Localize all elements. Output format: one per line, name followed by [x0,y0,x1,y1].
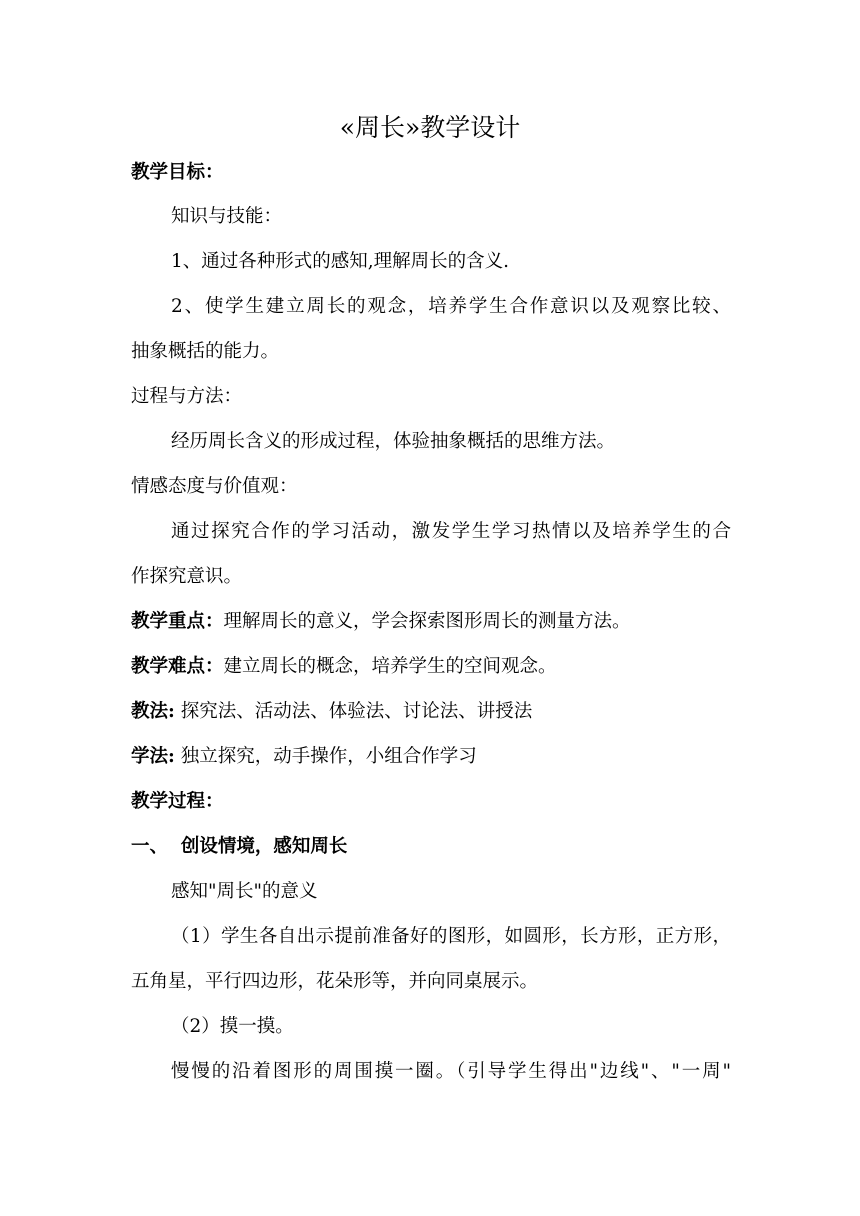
learning-row [131,745,477,769]
key-point-text: 理解周长的意义，学会探索图形周长的测量方法。 [223,611,631,632]
learning-text: 独立探究，动手操作，小组合作学习 [174,746,477,767]
emotion-text-line2: 作探究意识。 [131,566,243,587]
knowledge-heading: 知识与技能： [171,206,283,227]
step-1-line1: （1）学生各自出示提前准备好的图形，如圆形，长方形，正方形， [171,926,731,947]
perceive-text: 感知"周长"的意义 [171,881,318,902]
document-title: «周长»教学设计 [339,113,521,142]
knowledge-item-1: 1、通过各种形式的感知,理解周长的含义. [171,251,510,272]
step-2-heading: （2）摸一摸。 [171,1016,294,1037]
teaching-process-heading: 教学过程： [131,791,224,812]
key-point-label: 教学重点： [131,611,224,632]
section-1-heading: 一、 创设情境，感知周长 [131,836,348,857]
step-2-text: 慢慢的沿着图形的周围摸一圈。（引导学生得出"边线"、"一周" [171,1061,731,1082]
method-text: 探究法、活动法、体验法、讨论法、讲授法 [174,701,533,722]
method-row [131,700,532,724]
process-text: 经历周长含义的形成过程，体验抽象概括的思维方法。 [171,431,616,452]
emotion-heading: 情感态度与价值观： [131,476,298,497]
objectives-heading: 教学目标： [131,162,224,183]
process-heading: 过程与方法： [131,386,243,407]
method-label: 教法: [131,701,175,722]
learning-label: 学法: [131,746,175,767]
step-1-line2: 五角星，平行四边形，花朵形等，并向同桌展示。 [131,971,539,992]
difficulty-label: 教学难点： [131,656,224,677]
difficulty-text: 建立周长的概念，培养学生的空间观念。 [223,656,557,677]
emotion-text-line1: 通过探究合作的学习活动，激发学生学习热情以及培养学生的合 [171,521,731,542]
knowledge-item-2-line2: 抽象概括的能力。 [131,341,280,362]
knowledge-item-2-line1: 2、使学生建立周长的观念，培养学生合作意识以及观察比较、 [171,296,731,317]
difficulty-row [131,655,557,679]
key-point-row [131,610,631,634]
